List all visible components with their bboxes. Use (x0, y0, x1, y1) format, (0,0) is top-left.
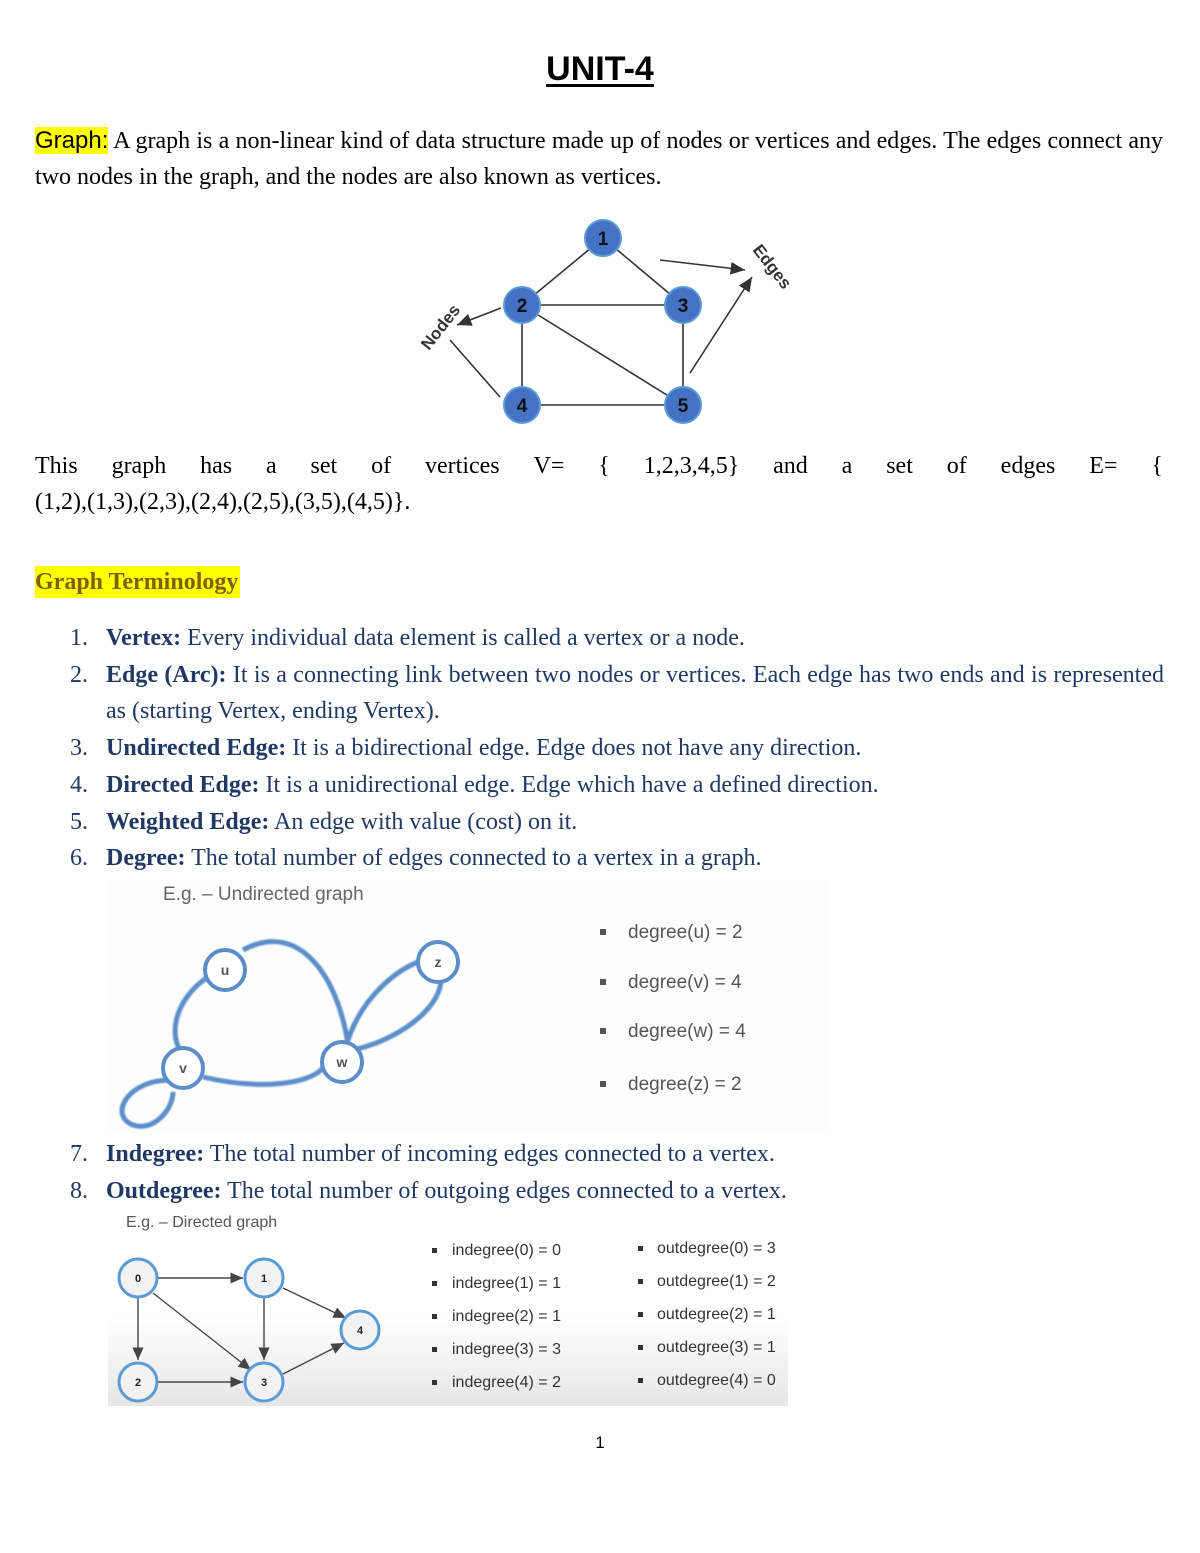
sets-word: vertices (425, 453, 500, 479)
graph-term: Graph: (35, 127, 109, 154)
nodes-pointer-arrow-2 (450, 340, 500, 397)
node-label: 2 (516, 296, 528, 317)
node-label: w (336, 1054, 348, 1070)
term: Weighted Edge: (106, 808, 270, 835)
edges-label: Edges (748, 240, 796, 293)
term-description: The total number of incoming edges connected to a vertex. (204, 1141, 775, 1167)
outdegree-text: outdegree(2) = 1 (657, 1306, 776, 1323)
term-description: The total number of edges connected to a vertex in a graph. (185, 845, 762, 872)
outdegree-text: outdegree(3) = 1 (657, 1339, 776, 1356)
list-item (0, 767, 1164, 804)
indegree-text: indegree(2) = 1 (452, 1308, 561, 1325)
sets-word: and (773, 453, 808, 479)
sets-word: of (371, 453, 392, 479)
list-number: 7. (70, 1141, 88, 1167)
indegree-text: indegree(0) = 0 (452, 1242, 561, 1259)
graph-node-3 (665, 287, 701, 323)
graph-node-5 (665, 387, 701, 423)
sets-word: set (310, 453, 338, 479)
list-item (0, 620, 1164, 657)
undirected-node-u (205, 950, 245, 990)
graph-node-1 (585, 220, 621, 256)
indegree-item (432, 1374, 561, 1391)
term: Vertex: (106, 625, 182, 651)
sets-word: V= (533, 453, 565, 479)
undirected-node-w (322, 1042, 362, 1082)
node-label: 4 (516, 396, 528, 417)
sets-word: { (598, 453, 610, 479)
page-number: 1 (595, 1433, 605, 1452)
indegree-item (432, 1242, 561, 1259)
undirected-node-v (163, 1048, 203, 1088)
directed-node-3 (245, 1363, 283, 1401)
figure-caption: E.g. – Directed graph (126, 1214, 278, 1231)
nodes-label: Nodes (417, 300, 465, 354)
edge-1-4 (283, 1288, 346, 1318)
list-number: 5. (70, 808, 88, 835)
page-title: UNIT-4 (546, 50, 654, 88)
nodes-pointer-arrow (457, 308, 501, 325)
sets-word: has (200, 453, 233, 479)
section-heading: Graph Terminology (35, 566, 240, 598)
term-description: Every individual data element is called a vertex or a node. (181, 625, 745, 651)
outdegree-item (638, 1339, 776, 1356)
graph-figure (405, 215, 805, 430)
list-item (0, 804, 1164, 841)
outdegree-item (638, 1372, 776, 1389)
sets-word: a (266, 453, 277, 479)
node-label: 4 (356, 1325, 364, 1337)
node-label: 3 (260, 1377, 268, 1389)
term: Outdegree: (106, 1177, 222, 1204)
directed-node-4 (341, 1311, 379, 1349)
indegree-item (432, 1275, 561, 1292)
sets-word: This (35, 453, 78, 479)
directed-node-1 (245, 1259, 283, 1297)
term: Undirected Edge: (106, 735, 287, 762)
list-number: 6. (70, 845, 88, 872)
term: Degree: (106, 845, 186, 872)
sets-word: set (886, 453, 913, 479)
indegree-text: indegree(4) = 2 (452, 1374, 561, 1391)
list-item (0, 730, 1164, 767)
degree-text: degree(u) = 2 (628, 922, 743, 943)
graph-definition-text: A graph is a non-linear kind of data structure made up of nodes or vertices and edges. The edges connect any two nodes in the graph, and the nodes are also known as vertices. (35, 128, 1163, 190)
degree-text: degree(v) = 4 (628, 972, 742, 993)
edge-2-5 (522, 305, 683, 405)
node-label: 1 (597, 229, 609, 250)
list-number: 2. (70, 661, 88, 688)
outdegree-item (638, 1273, 776, 1290)
list-item (0, 840, 1164, 877)
term-description: It is a connecting link between two nodes or vertices. Each edge has two ends and is represented as (starting Vertex, ending Vertex). (106, 661, 1165, 725)
edge-0-3 (153, 1293, 251, 1370)
figure-caption: E.g. – Undirected graph (163, 884, 364, 905)
vertex-set-line (35, 448, 1163, 484)
sets-word: edges (1000, 453, 1056, 479)
node-label: 3 (677, 296, 689, 317)
terminology-list-b (0, 1136, 1200, 1209)
terminology-list-a (0, 620, 1200, 877)
sets-word: { (1151, 453, 1163, 479)
graph-definition (35, 123, 1163, 195)
sets-word: 1,2,3,4,5} (643, 453, 740, 479)
list-number: 8. (70, 1177, 88, 1204)
list-number: 3. (70, 735, 88, 762)
list-number: 4. (70, 771, 88, 798)
node-label: u (220, 962, 230, 978)
indegree-item (432, 1341, 561, 1358)
graph-sets (35, 448, 1163, 520)
sets-word: graph (111, 453, 167, 479)
term: Indegree: (106, 1141, 205, 1167)
indegree-text: indegree(3) = 3 (452, 1341, 561, 1358)
list-item (0, 1136, 1164, 1173)
edges-pointer-arrow-2 (690, 277, 752, 373)
term-description: It is a bidirectional edge. Edge does not have any direction. (286, 735, 862, 762)
list-item (0, 1173, 1164, 1210)
term-description: An edge with value (cost) on it. (269, 808, 578, 835)
degree-text: degree(w) = 4 (628, 1021, 746, 1042)
sets-word: a (841, 453, 853, 479)
edges-pointer-arrow (660, 260, 745, 270)
node-label: 0 (134, 1273, 142, 1285)
node-label: 1 (260, 1273, 268, 1285)
graph-node-4 (504, 387, 540, 423)
list-item (0, 657, 1164, 730)
sets-word: of (946, 453, 967, 479)
graph-node-2 (504, 287, 540, 323)
undirected-graph-figure (108, 880, 828, 1130)
indegree-item (432, 1308, 561, 1325)
outdegree-item (638, 1240, 776, 1257)
indegree-text: indegree(1) = 1 (452, 1275, 561, 1292)
outdegree-item (638, 1306, 776, 1323)
outdegree-text: outdegree(4) = 0 (657, 1372, 776, 1389)
node-label: v (179, 1060, 187, 1076)
outdegree-text: outdegree(1) = 2 (657, 1273, 776, 1290)
list-number: 1. (70, 625, 88, 651)
degree-text: degree(z) = 2 (628, 1074, 742, 1095)
undirected-node-z (418, 942, 458, 982)
term: Edge (Arc): (106, 661, 227, 688)
directed-graph-figure (108, 1208, 788, 1406)
edge-3-4 (283, 1343, 344, 1374)
node-label: z (434, 954, 442, 970)
directed-node-0 (119, 1259, 157, 1297)
edge-set-line: (1,2),(1,3),(2,3),(2,4),(2,5),(3,5),(4,5)}. (35, 489, 411, 515)
term-description: It is a unidirectional edge. Edge which have a defined direction. (259, 771, 879, 798)
directed-node-2 (119, 1363, 157, 1401)
term-description: The total number of outgoing edges connected to a vertex. (221, 1177, 787, 1204)
outdegree-text: outdegree(0) = 3 (657, 1240, 776, 1257)
sets-word: E= (1089, 453, 1118, 479)
node-label: 2 (134, 1377, 142, 1389)
node-label: 5 (677, 396, 689, 417)
term: Directed Edge: (106, 771, 260, 798)
